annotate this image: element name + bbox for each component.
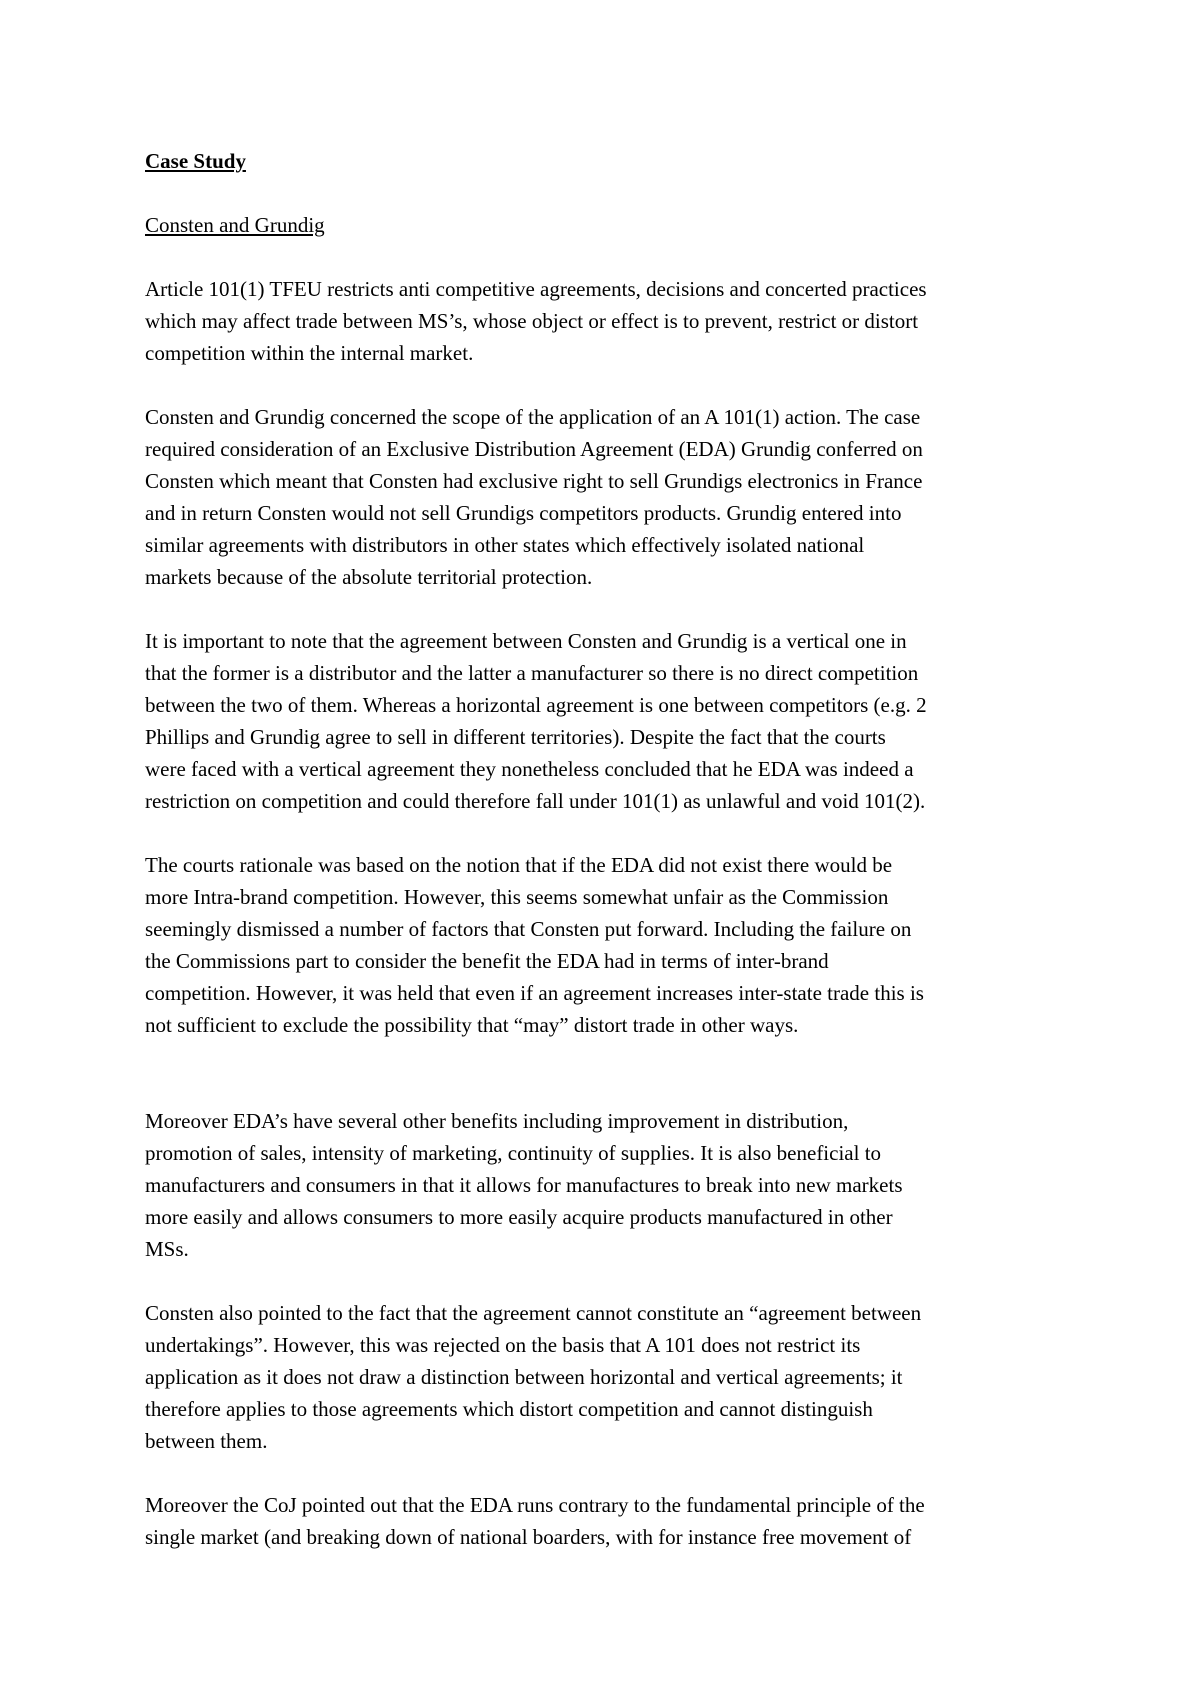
- text-line: competition within the internal market.: [145, 341, 474, 365]
- text-line: promotion of sales, intensity of marketing, continuity of supplies. It is also beneficial to: [145, 1141, 882, 1165]
- paragraph-courts-rationale: [145, 849, 1065, 1041]
- text-line: manufacturers and consumers in that it allows for manufactures to break into new markets: [145, 1173, 903, 1197]
- paragraph-eda-benefits: [145, 1105, 1065, 1265]
- paragraph-article-101: [145, 273, 1065, 369]
- text-line: Moreover EDA’s have several other benefits including improvement in distribution,: [145, 1109, 849, 1133]
- text-line: Consten and Grundig concerned the scope of the application of an A 101(1) action. The case: [145, 405, 921, 429]
- text-line: markets because of the absolute territorial protection.: [145, 565, 593, 589]
- text-line: single market (and breaking down of national boarders, with for instance free movement of: [145, 1525, 912, 1549]
- case-heading: Consten and Grundig: [145, 213, 325, 237]
- text-line: more easily and allows consumers to more easily acquire products manufactured in other: [145, 1205, 893, 1229]
- text-line: undertakings”. However, this was rejected on the basis that A 101 does not restrict its: [145, 1333, 861, 1357]
- text-line: Moreover the CoJ pointed out that the EDA runs contrary to the fundamental principle of the: [145, 1493, 925, 1517]
- text-line: Phillips and Grundig agree to sell in different territories). Despite the fact that the courts: [145, 725, 886, 749]
- text-line: and in return Consten would not sell Grundigs competitors products. Grundig entered into: [145, 501, 902, 525]
- paragraph-vertical-agreement: [145, 625, 1065, 817]
- text-line: between the two of them. Whereas a horizontal agreement is one between competitors (e.g. 2: [145, 693, 927, 717]
- text-line: not sufficient to exclude the possibility that “may” distort trade in other ways.: [145, 1013, 799, 1037]
- text-line: that the former is a distributor and the latter a manufacturer so there is no direct competition: [145, 661, 919, 685]
- text-line: seemingly dismissed a number of factors that Consten put forward. Including the failure on: [145, 917, 912, 941]
- text-line: competition. However, it was held that even if an agreement increases inter-state trade this is: [145, 981, 924, 1005]
- text-line: application as it does not draw a distinction between horizontal and vertical agreements; it: [145, 1365, 903, 1389]
- paragraph-scope: [145, 401, 1065, 593]
- text-line: Article 101(1) TFEU restricts anti competitive agreements, decisions and concerted practices: [145, 277, 927, 301]
- text-line: Consten which meant that Consten had exclusive right to sell Grundigs electronics in France: [145, 469, 923, 493]
- document-body: [145, 145, 1065, 1553]
- document-title: Case Study: [145, 149, 246, 173]
- text-line: the Commissions part to consider the benefit the EDA had in terms of inter-brand: [145, 949, 829, 973]
- text-line: The courts rationale was based on the notion that if the EDA did not exist there would be: [145, 853, 893, 877]
- text-line: between them.: [145, 1429, 268, 1453]
- text-line: were faced with a vertical agreement they nonetheless concluded that he EDA was indeed a: [145, 757, 914, 781]
- text-line: Consten also pointed to the fact that the agreement cannot constitute an “agreement between: [145, 1301, 922, 1325]
- text-line: similar agreements with distributors in other states which effectively isolated national: [145, 533, 865, 557]
- paragraph-single-market: [145, 1489, 1065, 1553]
- text-line: MSs.: [145, 1237, 189, 1261]
- text-line: more Intra-brand competition. However, this seems somewhat unfair as the Commission: [145, 885, 889, 909]
- text-line: therefore applies to those agreements which distort competition and cannot distinguish: [145, 1397, 873, 1421]
- text-line: It is important to note that the agreement between Consten and Grundig is a vertical one in: [145, 629, 907, 653]
- text-line: restriction on competition and could therefore fall under 101(1) as unlawful and void 101(2).: [145, 789, 926, 813]
- paragraph-undertakings: [145, 1297, 1065, 1457]
- text-line: which may affect trade between MS’s, whose object or effect is to prevent, restrict or distort: [145, 309, 919, 333]
- text-line: required consideration of an Exclusive Distribution Agreement (EDA) Grundig conferred on: [145, 437, 923, 461]
